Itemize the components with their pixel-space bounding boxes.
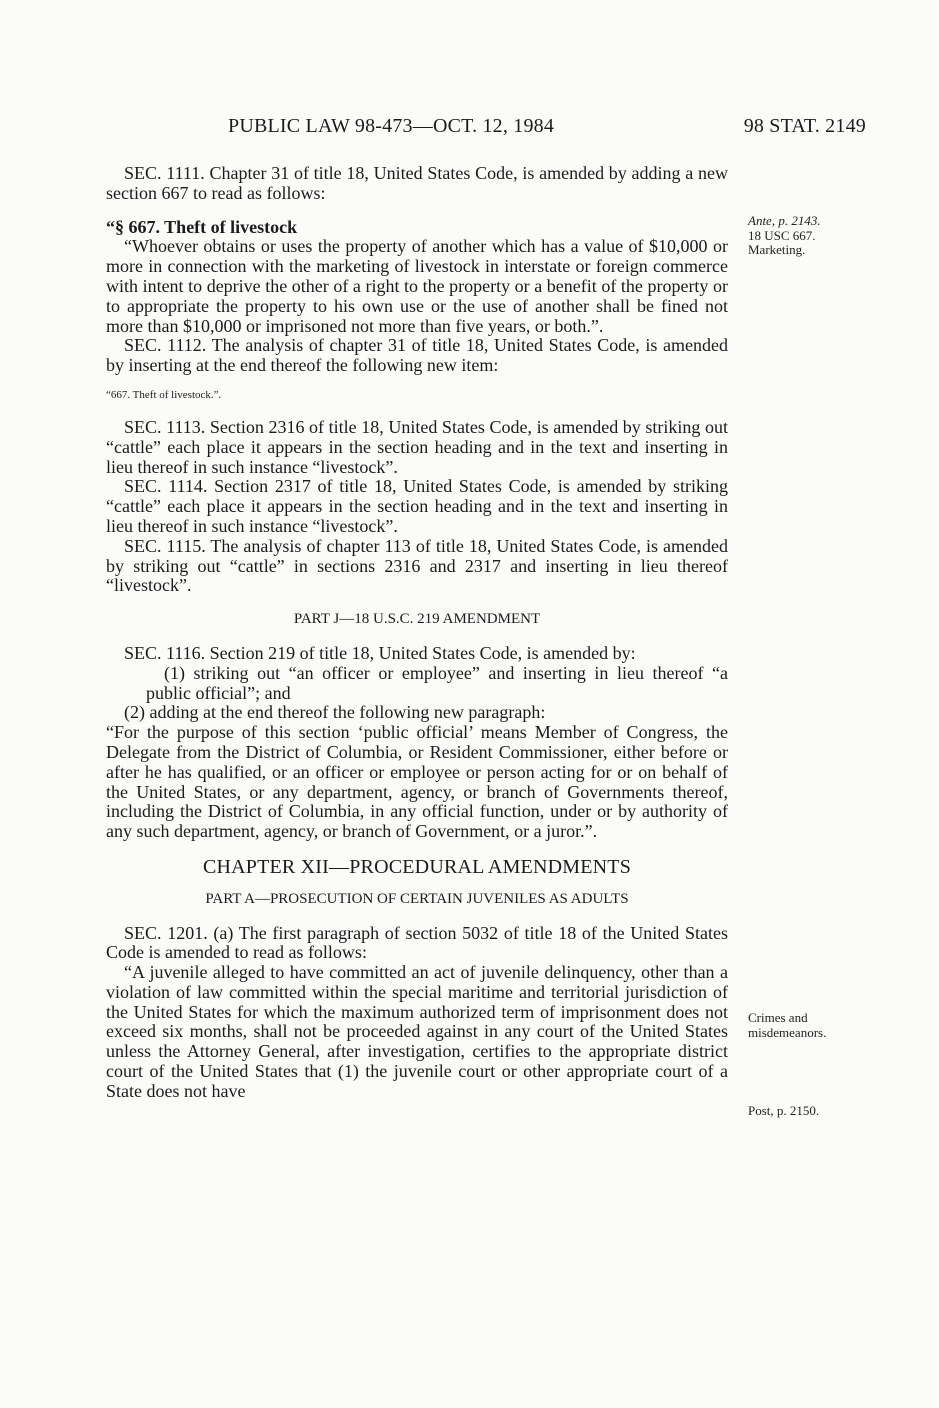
margin-note-crimes-line2: misdemeanors. bbox=[748, 1024, 827, 1040]
part-a-heading: PART A—PROSECUTION OF CERTAIN JUVENILES AS ADULTS bbox=[205, 890, 629, 907]
section-1116: SEC. 1116. Section 219 of title 18, United States Code, is amended by: bbox=[124, 642, 636, 663]
section-5032-text: “A juvenile alleged to have committed an act of juvenile delinquency, other than a violation of law committed within the special maritime and territorial jurisdiction of the United States for which the maximum authorized term of imprisonment does not exceed six months, shall not be proceeded against in any court of the United States unless the Attorney General, after investigation, certifies to the appropriate district court of the United States that (1) the juvenile court or other appropriate court of a State does not have bbox=[106, 962, 728, 1101]
public-official-definition: “For the purpose of this section ‘public official’ means Member of Congress, the Delegate from the District of Columbia, or Resident Commissioner, either before or after he has qualified, or an officer or employee or person acting for or on behalf of the United States, or any department, agency, or branch of Governments thereof, including the District of Columbia, in any official function, under or by authority of any such department, agency, or branch of Government, or a juror.”. bbox=[106, 722, 728, 842]
margin-note-marketing: Marketing. bbox=[748, 242, 806, 257]
section-1111: SEC. 1111. Chapter 31 of title 18, United States Code, is amended by adding a new section 667 to read as follows: bbox=[106, 163, 728, 203]
section-667-heading: “§ 667. Theft of livestock bbox=[106, 216, 298, 237]
margin-note-usc: 18 USC 667. bbox=[748, 227, 816, 243]
margin-note-ante-ref: Ante, p. 2143. bbox=[748, 213, 821, 228]
section-1116-clause-2: (2) adding at the end thereof the following new paragraph: bbox=[124, 702, 546, 723]
margin-note-crimes bbox=[748, 1011, 826, 1040]
margin-note-ante bbox=[748, 214, 821, 258]
margin-note-post bbox=[748, 1104, 819, 1119]
section-1114: SEC. 1114. Section 2317 of title 18, United States Code, is amended by striking “cattle” each place it appears in the section heading and in the text and inserting in lieu thereof in such instance “livestock”. bbox=[106, 476, 728, 536]
analysis-item: “667. Theft of livestock.”. bbox=[106, 388, 222, 401]
page-header bbox=[106, 115, 866, 141]
margin-note-post-ref: Post, p. 2150. bbox=[748, 1103, 820, 1118]
section-1112: SEC. 1112. The analysis of chapter 31 of title 18, United States Code, is amended by inserting at the end thereof the following new item: bbox=[106, 335, 728, 376]
section-1201: SEC. 1201. (a) The first paragraph of section 5032 of title 18 of the United States Code is amended to read as follows: bbox=[106, 922, 728, 963]
section-1115: SEC. 1115. The analysis of chapter 113 of title 18, United States Code, is amended by striking out “cattle” in sections 2316 and 2317 and inserting in lieu thereof “livestock”. bbox=[106, 535, 728, 596]
section-1113: SEC. 1113. Section 2316 of title 18, United States Code, is amended by striking out “cattle” each place it appears in the section heading and in the text and inserting in lieu thereof in such instance “livestock”. bbox=[106, 416, 728, 477]
margin-note-crimes-line1: Crimes and bbox=[748, 1010, 808, 1025]
document-body bbox=[106, 164, 728, 1102]
header-title: PUBLIC LAW 98-473—OCT. 12, 1984 bbox=[228, 115, 555, 137]
part-j-heading: PART J—18 U.S.C. 219 AMENDMENT bbox=[293, 611, 541, 628]
section-667-text: “Whoever obtains or uses the property of another which has a value of $10,000 or more in connection with the marketing of livestock in interstate or foreign commerce with intent to deprive the other of a right to the property or a benefit of the property or to appropriate the property to his own use or the use of another shall be fined not more than $10,000 or imprisoned not more than five years, or both.”. bbox=[106, 236, 728, 336]
chapter-xii-heading: CHAPTER XII—PROCEDURAL AMENDMENTS bbox=[202, 855, 632, 878]
section-1116-clause-1: (1) striking out “an officer or employee” and inserting in lieu thereof “a public official”; and bbox=[146, 662, 728, 703]
header-stat-page: 98 STAT. 2149 bbox=[743, 115, 866, 137]
